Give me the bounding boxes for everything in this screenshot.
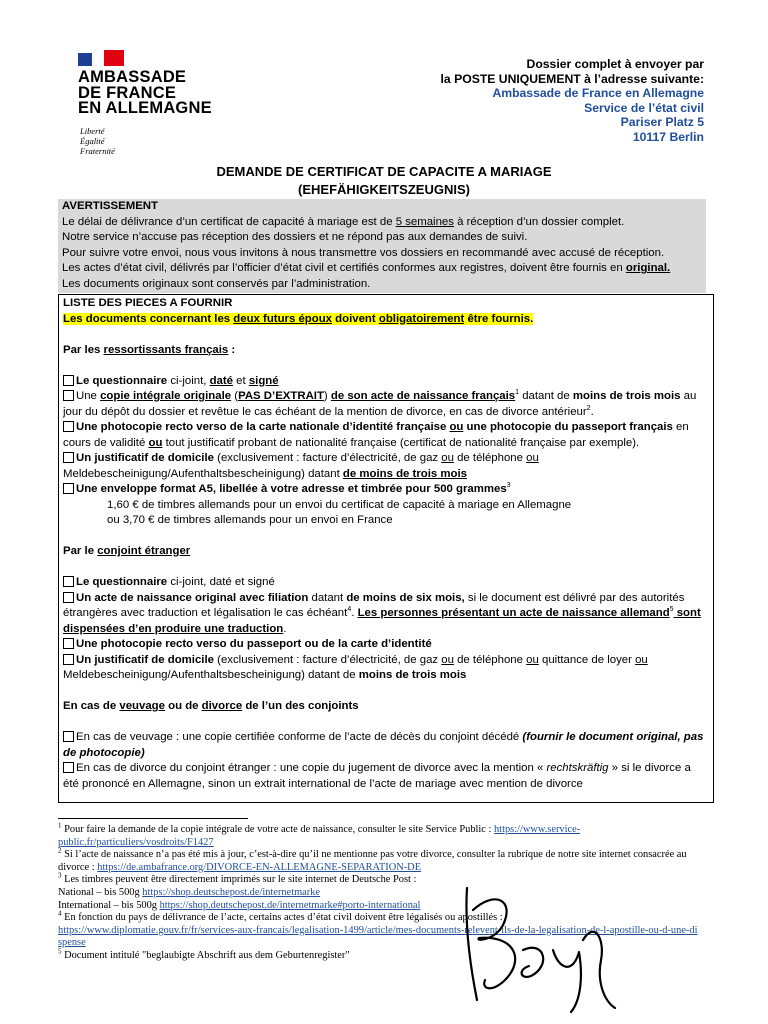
- footnote-link[interactable]: https://www.diplomatie.gouv.fr/fr/services-aux-francais/legalisation-1499/article/mes-documents-relevent-ils-de-la-legalisation-de-l-apostille-ou-d-une-dispense: [58, 924, 698, 949]
- warning-box: [58, 199, 706, 293]
- list-item: En cas de divorce du conjoint étranger : une copie du jugement de divorce avec la mention « rechtskräftig » si le divorce a été prononcé en Allemagne, sinon un extrait international de l’acte de mariage avec mention de divorce: [63, 762, 691, 790]
- footnote: International – bis 500g https://shop.deutschepost.de/internetmarke#porto-international: [58, 899, 421, 911]
- checkbox[interactable]: [63, 483, 74, 494]
- footnote: $^2$ Si l’acte de naissance n’a pas été mis à jour, c’est-à-dire qu’il ne mentionne pas votre divorce, consulter la rubrique de notre site internet consacrée au divorce : https://de.ambafrance.org/DIVORCE-EN-ALLEMAGNE-SEPARATION-DE: [58, 846, 687, 873]
- footnote: National – bis 500g https://shop.deutschepost.de/internetmarke: [58, 886, 321, 898]
- checkbox[interactable]: [63, 592, 74, 603]
- documents-list: [58, 294, 714, 803]
- motto-line: Fraternité: [80, 146, 115, 156]
- checkbox[interactable]: [63, 452, 74, 463]
- marianne-flag-icon: [78, 50, 124, 66]
- list-item: En cas de veuvage : une copie certifiée conforme de l’acte de décès du conjoint décédé (fournir le document original, pas de photocopie): [63, 731, 704, 759]
- stamp-option: 1,60 € de timbres allemands pour un envoi du certificat de capacité à mariage en Allemagne: [107, 498, 572, 511]
- checkbox[interactable]: [63, 375, 74, 386]
- section-heading-french: Par les ressortissants français :: [63, 343, 236, 356]
- list-heading: LISTE DES PIECES A FOURNIR: [63, 297, 233, 309]
- list-item: Une enveloppe format A5, libellée à votre adresse et timbrée pour 500 grammes$^3$: [63, 482, 709, 498]
- checkbox[interactable]: [63, 638, 74, 649]
- list-item: Un justificatif de domicile (exclusivement : facture d’électricité, de gaz ou de téléphone ou Meldebescheinigung/Aufenthaltsbescheinigung) datant de moins de trois mois: [63, 452, 539, 480]
- address-line: Service de l’état civil: [584, 100, 704, 115]
- logo-line: AMBASSADE: [78, 68, 187, 86]
- checkbox[interactable]: [63, 762, 74, 773]
- republic-motto: [80, 126, 115, 156]
- handwritten-signature: [455, 880, 625, 1020]
- section-heading-foreign: Par le conjoint étranger: [63, 545, 191, 557]
- mailing-address: [441, 57, 704, 144]
- motto-line: Égalité: [80, 136, 105, 146]
- document-title: DEMANDE DE CERTIFICAT DE CAPACITE A MARIAGE: [216, 164, 552, 179]
- checkbox[interactable]: [63, 390, 74, 401]
- logo-line: EN ALLEMAGNE: [78, 99, 212, 117]
- list-item: Une photocopie recto verso du passeport ou de la carte d’identité: [63, 637, 709, 653]
- list-item: Le questionnaire ci-joint, daté et signé: [63, 374, 709, 390]
- document-subtitle: (EHEFÄHIGKEITSZEUGNIS): [298, 182, 470, 197]
- footnote-link[interactable]: https://www.service-public.fr/particuliers/vosdroits/F1427: [58, 824, 581, 848]
- list-item: Une copie intégrale originale (PAS D’EXTRAIT) de son acte de naissance français$^1$ datant de moins de trois mois au jour du dépôt du dossier et revêtue le cas échéant de la mention de divorce, en cas de divorce antérieur$^2$.: [63, 389, 697, 418]
- checkbox[interactable]: [63, 654, 74, 665]
- list-item: Une photocopie recto verso de la carte nationale d’identité française ou une photocopie du passeport français en cours de validité ou tout justificatif probant de nationalité française (certificat de nationalité française par exemple).: [63, 421, 689, 449]
- warning-heading: AVERTISSEMENT: [62, 200, 158, 212]
- footnote: $^1$ Pour faire la demande de la copie intégrale de votre acte de naissance, consulter le site Service Public : https://www.service-public.fr/particuliers/vosdroits/F1427: [58, 821, 581, 848]
- logo-line: DE FRANCE: [78, 83, 177, 102]
- address-line: Ambassade de France en Allemagne: [492, 86, 704, 100]
- footnote-link[interactable]: https://shop.deutschepost.de/internetmarke: [142, 886, 321, 898]
- footnote-link[interactable]: https://shop.deutschepost.de/internetmarke#porto-international: [159, 899, 421, 911]
- warning-line: Pour suivre votre envoi, nous vous invitons à nous transmettre vos dossiers en recommandé avec accusé de réception.: [62, 246, 665, 259]
- address-intro: Dossier complet à envoyer par: [526, 57, 704, 71]
- list-item: Un acte de naissance original avec filiation datant de moins de six mois, si le document est délivré par des autorités étrangères avec traduction et légalisation le cas échéant$^4$. Les personnes présentant un acte de naissance allemand$^5$ sont dispensées d’en produire une traduction.: [63, 591, 701, 635]
- mandatory-note: Les documents concernant les deux futurs époux doivent obligatoirement être fournis.: [63, 312, 534, 325]
- embassy-logo: [78, 70, 212, 117]
- warning-line: Les documents originaux sont conservés par l’administration.: [62, 277, 371, 290]
- warning-line: Notre service n’accuse pas réception des dossiers et ne répond pas aux demandes de suivi.: [62, 231, 528, 244]
- footnote-divider: [58, 818, 248, 819]
- footnote-link[interactable]: https://de.ambafrance.org/DIVORCE-EN-ALLEMAGNE-SEPARATION-DE: [97, 861, 422, 873]
- checkbox[interactable]: [63, 576, 74, 587]
- footnote: $^4$ En fonction du pays de délivrance de l’acte, certains actes d’état civil doivent être légalisés ou apostillés : https://www.diplomatie.gouv.fr/fr/services-aux-francais/legalisation-1499/article/mes-documents-relevent-ils-de-la-legalisation-de-l-apostille-ou-d-une-dispense: [58, 909, 698, 949]
- checkbox[interactable]: [63, 731, 74, 742]
- footnote: $^5$ Document intitulé "beglaubigte Abschrift aus dem Geburtenregister": [58, 947, 350, 961]
- footnote: $^3$ Les timbres peuvent être directement imprimés sur le site internet de Deutsche Post :: [58, 871, 417, 886]
- stamp-option: ou 3,70 € de timbres allemands pour un envoi en France: [107, 514, 393, 526]
- address-intro: la POSTE UNIQUEMENT à l’adresse suivante:: [440, 71, 704, 86]
- section-heading-widow-divorce: En cas de veuvage ou de divorce de l’un des conjoints: [63, 700, 359, 712]
- motto-line: Liberté: [80, 126, 105, 136]
- warning-line: Le délai de délivrance d’un certificat de capacité à mariage est de 5 semaines à réception d’un dossier complet.: [62, 215, 625, 228]
- checkbox[interactable]: [63, 421, 74, 432]
- address-line: 10117 Berlin: [632, 129, 704, 144]
- address-line: Pariser Platz 5: [620, 115, 704, 129]
- warning-line: Les actes d’état civil, délivrés par l’officier d’état civil et certifiés conformes aux registres, doivent être fournis en original.: [62, 262, 671, 275]
- list-item: Le questionnaire ci-joint, daté et signé: [63, 575, 709, 591]
- list-item: Un justificatif de domicile (exclusivement : facture d’électricité, de gaz ou de téléphone ou quittance de loyer ou Meldebescheinigung/Aufenthaltsbescheinigung) datant de moins de trois mois: [63, 653, 648, 681]
